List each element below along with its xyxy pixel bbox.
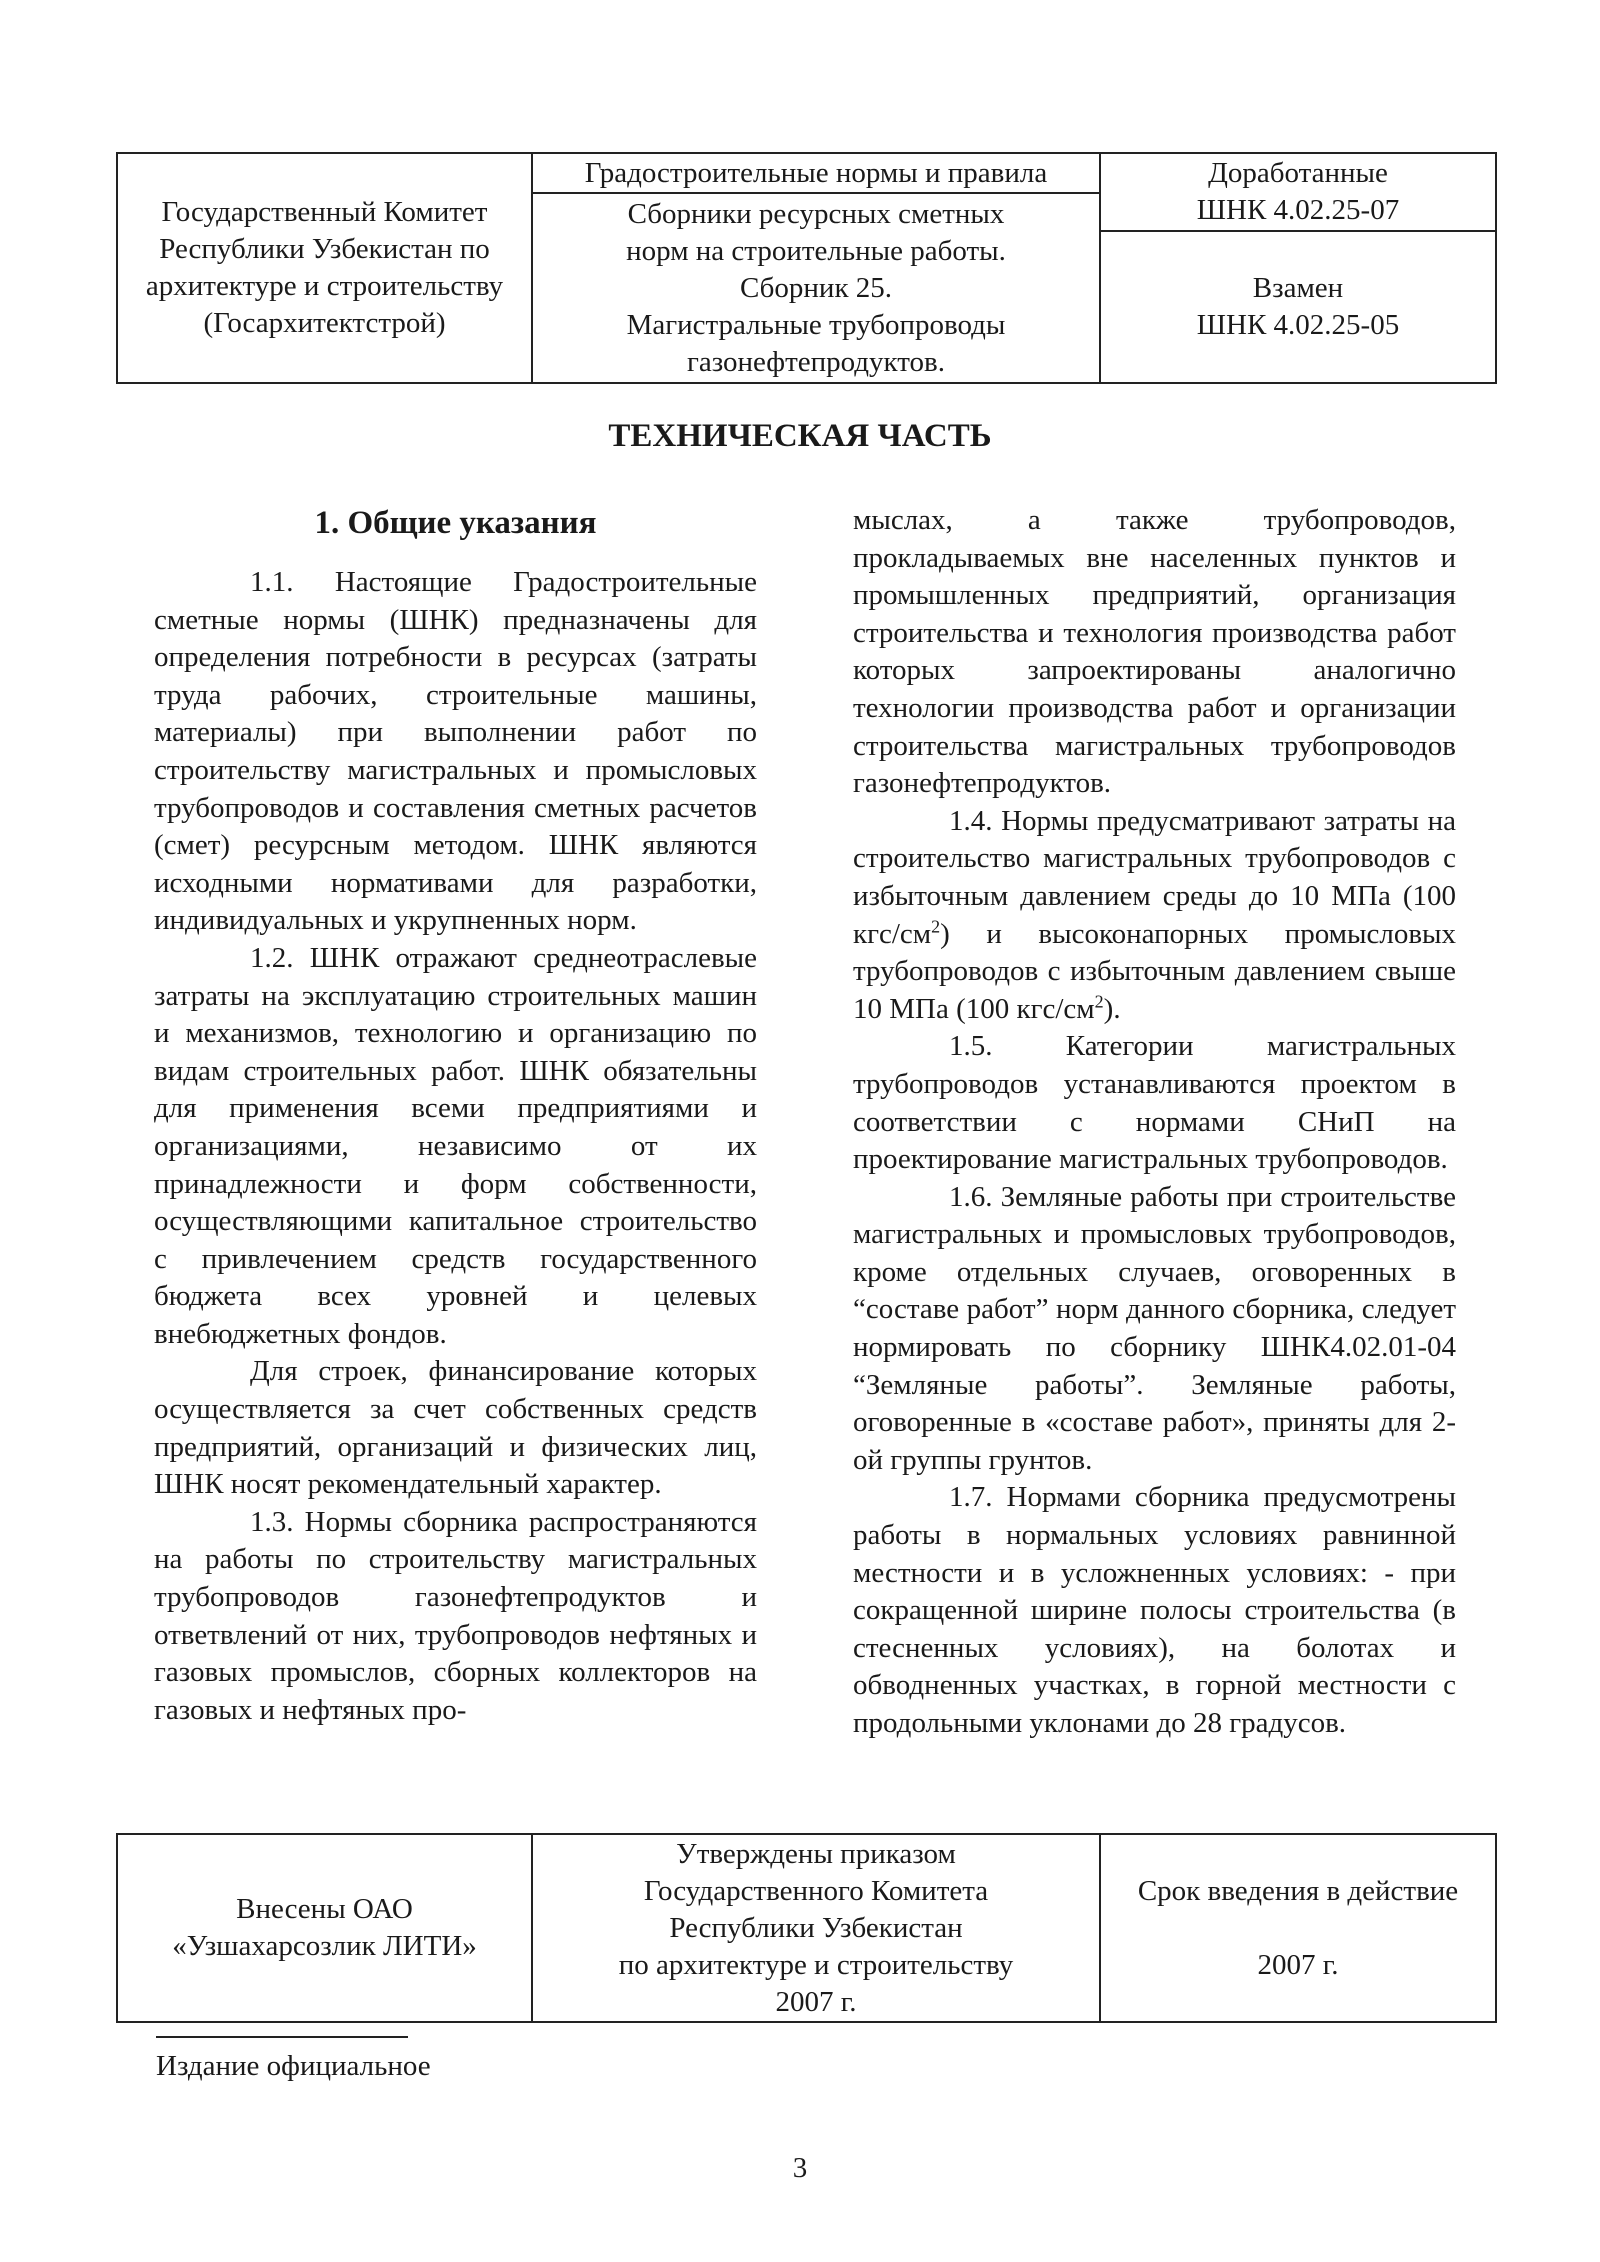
org-line: Республики Узбекистан по <box>159 233 490 265</box>
paragraph-1-6: 1.6. Земляные работы при строительстве магистральных и промысловых трубопроводов, кроме отдельных случаев, оговоренных в “составе работ” норм данного сборника, следует нормировать по сборнику ШНК4.02.01-04 “Земляные работы”. Земляные работы, оговоренные в «составе работ», приняты для 2-ой группы грунтов. <box>853 1180 1456 1476</box>
collection-line: Сборники ресурсных сметных <box>627 198 1005 230</box>
collection-line: Магистральные трубопроводы <box>626 309 1006 341</box>
approved-line: Утверждены приказом <box>676 1837 956 1870</box>
introduced-line: «Узшахарсозлик ЛИТИ» <box>172 1930 477 1962</box>
paragraph-1-2-note: Для строек, финансирование которых осуществляется за счет собственных средств предприятий, организаций и физических лиц, ШНК носят рекомендательный характер. <box>154 1355 757 1501</box>
revised-code: ШНК 4.02.25-07 <box>1196 194 1400 226</box>
approved-line: 2007 г. <box>775 1985 857 2018</box>
revised-label: Доработанные <box>1208 157 1388 189</box>
paragraph-1-4-part: 1.4. Нормы предусматривают затраты на строительство магистральных трубопроводов с избыточным давлением среды до 10 МПа (100 кгс/см <box>853 804 1456 950</box>
paragraph-1-1: 1.1. Настоящие Градостроительные сметные нормы (ШНК) предназначены для определения потребности в ресурсах (затраты труда рабочих, строительные машины, материалы) при выполнении работ по строительству магистральных и промысловых трубопроводов и составления сметных расчетов (смет) ресурсным методом. ШНК являются исходными нормативами для разработки, индивидуальных и укрупненных норм. <box>154 566 757 937</box>
paragraph-1-4-part: ) и высоконапорных промысловых трубопроводов с избыточным давлением свыше 10 МПа (100 кгс/см <box>853 917 1456 1025</box>
introduced-by <box>117 1834 532 2022</box>
effective-date <box>1100 1834 1496 2022</box>
introduced-line: Внесены ОАО <box>236 1893 413 1925</box>
effective-label: Срок введения в действие <box>1137 1874 1459 1907</box>
paragraph-1-5: 1.5. Категории магистральных трубопроводов устанавливаются проектом в соответствии с нормами СНиП на проектирование магистральных трубопроводов. <box>853 1030 1456 1176</box>
paragraph-1-3-end: мыслах, а также трубопроводов, прокладываемых вне населенных пунктов и промышленных предприятий, организация строительства и технология производства работ которых запроектированы аналогично технологии производства работ и организации строительства магистральных трубопроводов газонефтепродуктов. <box>853 504 1456 800</box>
revised-standard <box>1100 153 1496 231</box>
collection-line: газонефтепродуктов. <box>686 346 945 378</box>
left-column <box>154 498 757 1729</box>
main-title: ТЕХНИЧЕСКАЯ ЧАСТЬ <box>608 418 992 454</box>
footnote: Издание официальное <box>156 2050 431 2082</box>
right-column <box>853 502 1456 1743</box>
section-heading: 1. Общие указания <box>314 505 597 541</box>
org-line: (Госархитектстрой) <box>203 307 446 339</box>
issuing-organization <box>117 153 532 383</box>
replaced-standard <box>1100 231 1496 383</box>
paragraph-1-7: 1.7. Нормами сборника предусмотрены работы в нормальных условиях равнинной местности и в усложненных условиях: - при сокращенной ширине полосы строительства (в стесненных условиях), на болотах и обводненных участках, в горной местности с продольными уклонами до 28 градусов. <box>853 1481 1456 1739</box>
approval-table <box>116 1833 1497 2023</box>
approved-line: по архитектуре и строительству <box>618 1948 1014 1981</box>
org-line: архитектуре и строительству <box>145 270 504 302</box>
collection-line: Сборник 25. <box>739 272 893 304</box>
collection-title <box>532 193 1100 383</box>
paragraph-1-3-start: 1.3. Нормы сборника распространяются на работы по строительству магистральных трубопроводов газонефтепродуктов и ответвлений от них, трубопроводов нефтяных и газовых промыслов, сборных коллекторов на газовых и нефтяных про- <box>154 1505 757 1726</box>
effective-year: 2007 г. <box>1257 1948 1339 1981</box>
paragraph-1-2: 1.2. ШНК отражают среднеотраслевые затраты на эксплуатацию строительных машин и механизмов, технологию и организацию по видам строительных работ. ШНК обязательны для применения всеми предприятиями и организациями, независимо от их принадлежности и форм собственности, осуществляющими капитальное строительство с привлечением средств государственного бюджета всех уровней и целевых внебюджетных фондов. <box>154 941 757 1350</box>
approved-by <box>532 1834 1100 2022</box>
replaces-code: ШНК 4.02.25-05 <box>1196 309 1400 341</box>
paragraph-1-4 <box>853 803 1456 1029</box>
effective-spacer <box>1105 1910 1491 1947</box>
superscript: 2 <box>1094 991 1104 1012</box>
paragraph-1-4-part: ). <box>1103 992 1121 1025</box>
org-line: Государственный Комитет <box>161 196 488 228</box>
replaces-label: Взамен <box>1252 272 1344 304</box>
footnote-rule <box>156 2036 408 2038</box>
page-number: 3 <box>792 2152 808 2184</box>
norms-title: Градостроительные нормы и правила <box>532 153 1100 193</box>
approved-line: Республики Узбекистан <box>669 1911 963 1944</box>
superscript: 2 <box>931 915 941 936</box>
approved-line: Государственного Комитета <box>643 1874 989 1907</box>
header-table <box>116 152 1497 384</box>
collection-line: норм на строительные работы. <box>626 235 1006 267</box>
